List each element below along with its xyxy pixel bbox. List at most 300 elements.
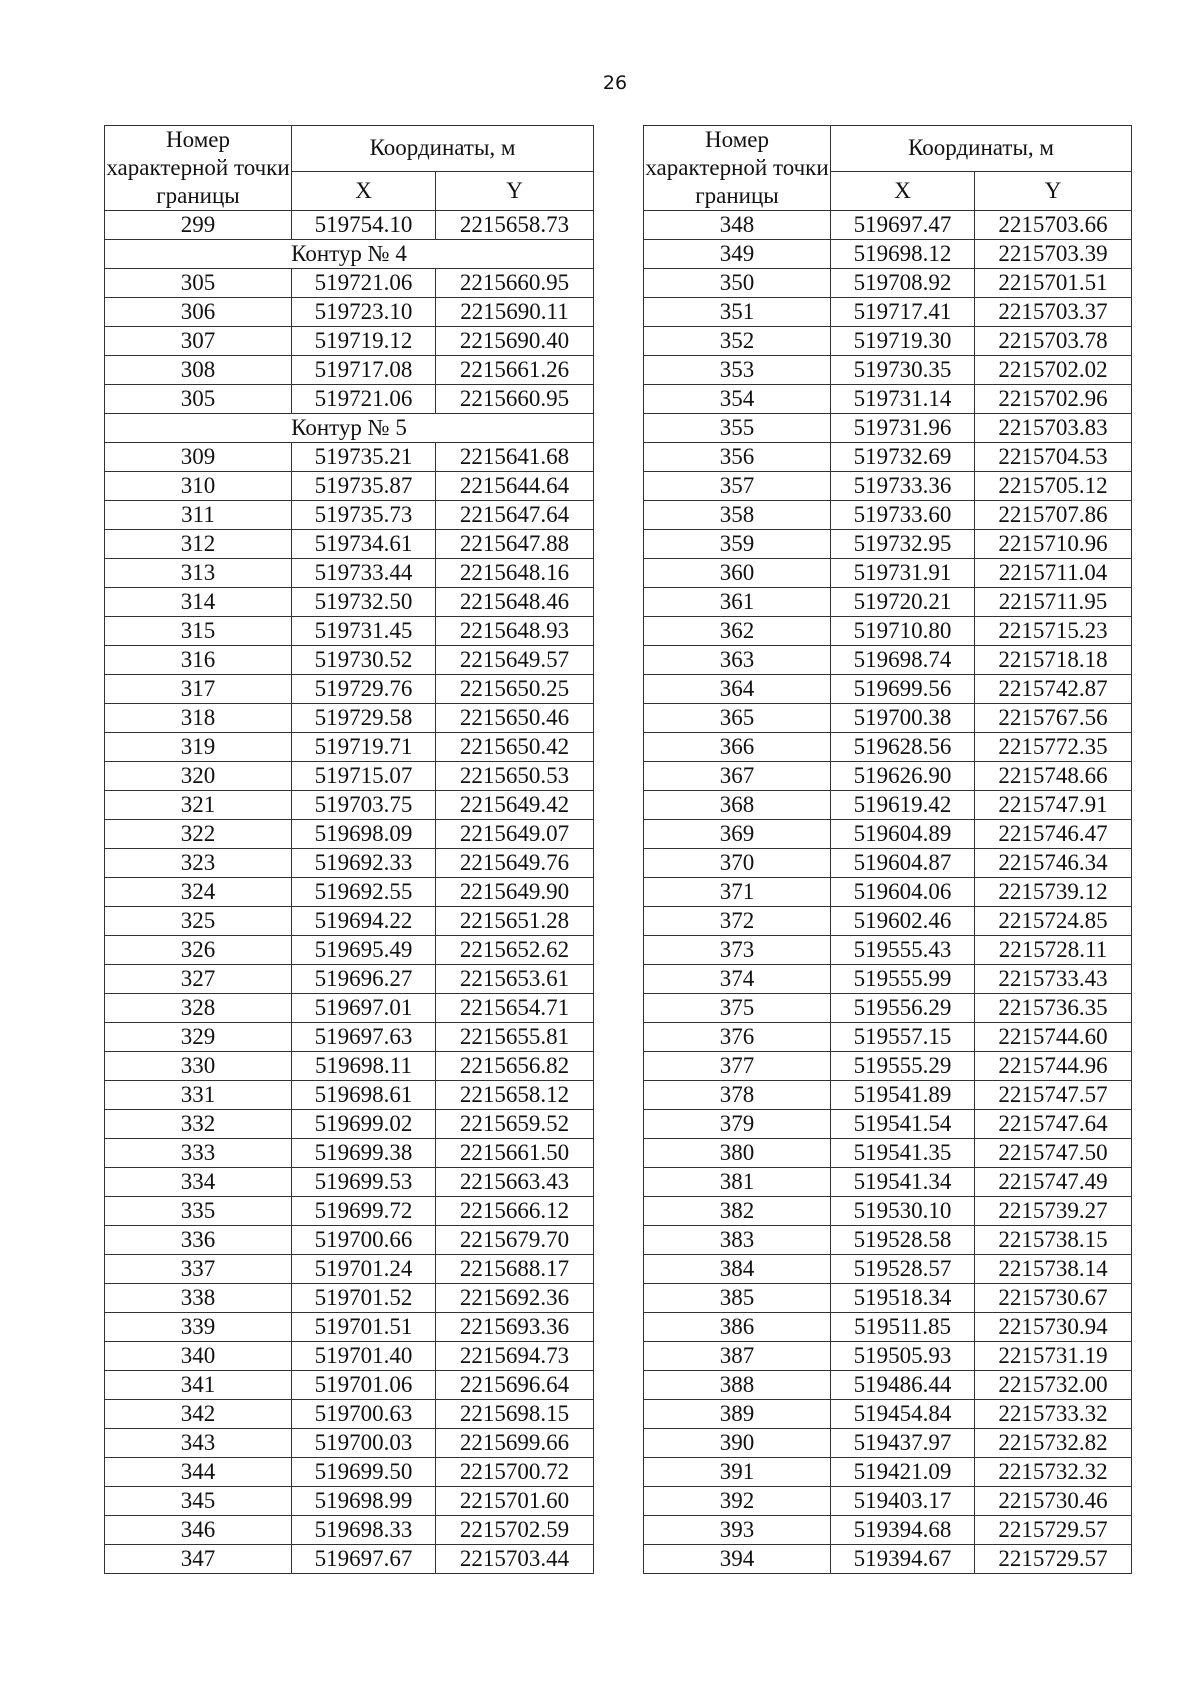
x-coordinate-cell: 519731.14 bbox=[831, 385, 975, 414]
x-coordinate-cell: 519701.06 bbox=[292, 1371, 436, 1400]
x-coordinate-cell: 519541.89 bbox=[831, 1081, 975, 1110]
point-number-cell: 387 bbox=[644, 1342, 831, 1371]
point-number-cell: 335 bbox=[105, 1197, 292, 1226]
point-number-cell: 359 bbox=[644, 530, 831, 559]
x-coordinate-cell: 519698.61 bbox=[292, 1081, 436, 1110]
point-number-cell: 319 bbox=[105, 733, 292, 762]
x-coordinate-cell: 519732.50 bbox=[292, 588, 436, 617]
x-coordinate-cell: 519730.35 bbox=[831, 356, 975, 385]
point-number-cell: 339 bbox=[105, 1313, 292, 1342]
point-number-cell: 375 bbox=[644, 994, 831, 1023]
x-coordinate-cell: 519699.72 bbox=[292, 1197, 436, 1226]
table-row bbox=[105, 1168, 594, 1197]
x-coordinate-cell: 519720.21 bbox=[831, 588, 975, 617]
table-row bbox=[105, 646, 594, 675]
table-row bbox=[644, 1487, 1132, 1516]
x-coordinate-cell: 519619.42 bbox=[831, 791, 975, 820]
x-coordinate-cell: 519541.34 bbox=[831, 1168, 975, 1197]
x-coordinate-cell: 519394.68 bbox=[831, 1516, 975, 1545]
point-number-cell: 329 bbox=[105, 1023, 292, 1052]
point-number-cell: 358 bbox=[644, 501, 831, 530]
y-coordinate-cell: 2215698.15 bbox=[436, 1400, 594, 1429]
y-coordinate-cell: 2215729.57 bbox=[975, 1516, 1132, 1545]
y-coordinate-cell: 2215702.96 bbox=[975, 385, 1132, 414]
x-coordinate-cell: 519700.38 bbox=[831, 704, 975, 733]
y-coordinate-cell: 2215658.73 bbox=[436, 211, 594, 240]
y-coordinate-cell: 2215742.87 bbox=[975, 675, 1132, 704]
y-coordinate-cell: 2215730.94 bbox=[975, 1313, 1132, 1342]
y-coordinate-cell: 2215747.50 bbox=[975, 1139, 1132, 1168]
x-coordinate-cell: 519719.12 bbox=[292, 327, 436, 356]
y-coordinate-cell: 2215733.43 bbox=[975, 965, 1132, 994]
table-row bbox=[644, 1139, 1132, 1168]
table-row bbox=[644, 211, 1132, 240]
y-coordinate-cell: 2215718.18 bbox=[975, 646, 1132, 675]
point-number-cell: 376 bbox=[644, 1023, 831, 1052]
y-coordinate-cell: 2215652.62 bbox=[436, 936, 594, 965]
x-coordinate-cell: 519701.24 bbox=[292, 1255, 436, 1284]
table-row bbox=[644, 501, 1132, 530]
y-coordinate-cell: 2215748.66 bbox=[975, 762, 1132, 791]
table-row bbox=[105, 1081, 594, 1110]
x-coordinate-cell: 519698.99 bbox=[292, 1487, 436, 1516]
table-row bbox=[105, 1545, 594, 1574]
point-number-cell: 368 bbox=[644, 791, 831, 820]
header-point-number: Номер характерной точки границы bbox=[105, 126, 292, 211]
x-coordinate-cell: 519528.57 bbox=[831, 1255, 975, 1284]
table-row bbox=[644, 1052, 1132, 1081]
point-number-cell: 330 bbox=[105, 1052, 292, 1081]
table-row bbox=[644, 907, 1132, 936]
table-row bbox=[644, 791, 1132, 820]
point-number-cell: 381 bbox=[644, 1168, 831, 1197]
y-coordinate-cell: 2215739.27 bbox=[975, 1197, 1132, 1226]
x-coordinate-cell: 519733.44 bbox=[292, 559, 436, 588]
point-number-cell: 332 bbox=[105, 1110, 292, 1139]
y-coordinate-cell: 2215690.40 bbox=[436, 327, 594, 356]
y-coordinate-cell: 2215703.78 bbox=[975, 327, 1132, 356]
y-coordinate-cell: 2215700.72 bbox=[436, 1458, 594, 1487]
coordinates-table-right bbox=[643, 125, 1132, 1574]
header-x: X bbox=[831, 171, 975, 210]
y-coordinate-cell: 2215644.64 bbox=[436, 472, 594, 501]
y-coordinate-cell: 2215648.16 bbox=[436, 559, 594, 588]
table-row bbox=[105, 936, 594, 965]
x-coordinate-cell: 519555.99 bbox=[831, 965, 975, 994]
table-row bbox=[644, 269, 1132, 298]
x-coordinate-cell: 519701.52 bbox=[292, 1284, 436, 1313]
table-row bbox=[644, 994, 1132, 1023]
x-coordinate-cell: 519719.71 bbox=[292, 733, 436, 762]
y-coordinate-cell: 2215656.82 bbox=[436, 1052, 594, 1081]
table-row bbox=[105, 1400, 594, 1429]
y-coordinate-cell: 2215648.46 bbox=[436, 588, 594, 617]
table-row bbox=[105, 762, 594, 791]
y-coordinate-cell: 2215696.64 bbox=[436, 1371, 594, 1400]
table-row bbox=[105, 298, 594, 327]
x-coordinate-cell: 519699.56 bbox=[831, 675, 975, 704]
y-coordinate-cell: 2215739.12 bbox=[975, 878, 1132, 907]
y-coordinate-cell: 2215703.37 bbox=[975, 298, 1132, 327]
table-row bbox=[644, 414, 1132, 443]
x-coordinate-cell: 519699.38 bbox=[292, 1139, 436, 1168]
table-row bbox=[105, 211, 594, 240]
point-number-cell: 334 bbox=[105, 1168, 292, 1197]
x-coordinate-cell: 519555.43 bbox=[831, 936, 975, 965]
y-coordinate-cell: 2215647.88 bbox=[436, 530, 594, 559]
x-coordinate-cell: 519698.11 bbox=[292, 1052, 436, 1081]
table-row bbox=[644, 298, 1132, 327]
point-number-cell: 307 bbox=[105, 327, 292, 356]
y-coordinate-cell: 2215729.57 bbox=[975, 1545, 1132, 1574]
header-x: X bbox=[292, 171, 436, 210]
y-coordinate-cell: 2215650.53 bbox=[436, 762, 594, 791]
point-number-cell: 321 bbox=[105, 791, 292, 820]
table-row bbox=[644, 472, 1132, 501]
point-number-cell: 369 bbox=[644, 820, 831, 849]
x-coordinate-cell: 519731.91 bbox=[831, 559, 975, 588]
point-number-cell: 305 bbox=[105, 269, 292, 298]
table-row bbox=[644, 1400, 1132, 1429]
y-coordinate-cell: 2215732.32 bbox=[975, 1458, 1132, 1487]
header-point-number: Номер характерной точки границы bbox=[644, 126, 831, 211]
x-coordinate-cell: 519695.49 bbox=[292, 936, 436, 965]
table-body-right bbox=[644, 211, 1132, 1574]
point-number-cell: 371 bbox=[644, 878, 831, 907]
point-number-cell: 357 bbox=[644, 472, 831, 501]
table-row bbox=[105, 1284, 594, 1313]
table-row bbox=[644, 1516, 1132, 1545]
x-coordinate-cell: 519719.30 bbox=[831, 327, 975, 356]
point-number-cell: 318 bbox=[105, 704, 292, 733]
point-number-cell: 348 bbox=[644, 211, 831, 240]
y-coordinate-cell: 2215710.96 bbox=[975, 530, 1132, 559]
x-coordinate-cell: 519735.87 bbox=[292, 472, 436, 501]
table-row bbox=[644, 356, 1132, 385]
table-row bbox=[105, 994, 594, 1023]
x-coordinate-cell: 519733.60 bbox=[831, 501, 975, 530]
y-coordinate-cell: 2215699.66 bbox=[436, 1429, 594, 1458]
table-row bbox=[644, 1429, 1132, 1458]
contour-row bbox=[105, 240, 594, 269]
x-coordinate-cell: 519698.12 bbox=[831, 240, 975, 269]
x-coordinate-cell: 519696.27 bbox=[292, 965, 436, 994]
y-coordinate-cell: 2215650.25 bbox=[436, 675, 594, 704]
point-number-cell: 360 bbox=[644, 559, 831, 588]
x-coordinate-cell: 519454.84 bbox=[831, 1400, 975, 1429]
table-row bbox=[644, 820, 1132, 849]
table-row bbox=[644, 1110, 1132, 1139]
x-coordinate-cell: 519732.69 bbox=[831, 443, 975, 472]
y-coordinate-cell: 2215715.23 bbox=[975, 617, 1132, 646]
y-coordinate-cell: 2215747.49 bbox=[975, 1168, 1132, 1197]
y-coordinate-cell: 2215650.42 bbox=[436, 733, 594, 762]
point-number-cell: 353 bbox=[644, 356, 831, 385]
x-coordinate-cell: 519555.29 bbox=[831, 1052, 975, 1081]
table-row bbox=[644, 1284, 1132, 1313]
x-coordinate-cell: 519731.45 bbox=[292, 617, 436, 646]
y-coordinate-cell: 2215651.28 bbox=[436, 907, 594, 936]
point-number-cell: 374 bbox=[644, 965, 831, 994]
point-number-cell: 389 bbox=[644, 1400, 831, 1429]
point-number-cell: 306 bbox=[105, 298, 292, 327]
point-number-cell: 391 bbox=[644, 1458, 831, 1487]
y-coordinate-cell: 2215701.60 bbox=[436, 1487, 594, 1516]
table-row bbox=[105, 501, 594, 530]
x-coordinate-cell: 519511.85 bbox=[831, 1313, 975, 1342]
x-coordinate-cell: 519703.75 bbox=[292, 791, 436, 820]
table-row bbox=[644, 1197, 1132, 1226]
y-coordinate-cell: 2215703.39 bbox=[975, 240, 1132, 269]
point-number-cell: 382 bbox=[644, 1197, 831, 1226]
table-row bbox=[644, 530, 1132, 559]
y-coordinate-cell: 2215702.02 bbox=[975, 356, 1132, 385]
x-coordinate-cell: 519715.07 bbox=[292, 762, 436, 791]
y-coordinate-cell: 2215744.96 bbox=[975, 1052, 1132, 1081]
y-coordinate-cell: 2215694.73 bbox=[436, 1342, 594, 1371]
table-row bbox=[644, 1023, 1132, 1052]
table-row bbox=[105, 1110, 594, 1139]
point-number-cell: 354 bbox=[644, 385, 831, 414]
point-number-cell: 394 bbox=[644, 1545, 831, 1574]
x-coordinate-cell: 519486.44 bbox=[831, 1371, 975, 1400]
y-coordinate-cell: 2215690.11 bbox=[436, 298, 594, 327]
table-row bbox=[644, 936, 1132, 965]
point-number-cell: 299 bbox=[105, 211, 292, 240]
x-coordinate-cell: 519701.40 bbox=[292, 1342, 436, 1371]
x-coordinate-cell: 519698.74 bbox=[831, 646, 975, 675]
table-row bbox=[644, 1255, 1132, 1284]
point-number-cell: 370 bbox=[644, 849, 831, 878]
x-coordinate-cell: 519699.53 bbox=[292, 1168, 436, 1197]
x-coordinate-cell: 519731.96 bbox=[831, 414, 975, 443]
x-coordinate-cell: 519700.66 bbox=[292, 1226, 436, 1255]
y-coordinate-cell: 2215704.53 bbox=[975, 443, 1132, 472]
x-coordinate-cell: 519708.92 bbox=[831, 269, 975, 298]
y-coordinate-cell: 2215747.91 bbox=[975, 791, 1132, 820]
point-number-cell: 310 bbox=[105, 472, 292, 501]
x-coordinate-cell: 519729.58 bbox=[292, 704, 436, 733]
x-coordinate-cell: 519721.06 bbox=[292, 269, 436, 298]
y-coordinate-cell: 2215649.42 bbox=[436, 791, 594, 820]
point-number-cell: 365 bbox=[644, 704, 831, 733]
point-number-cell: 338 bbox=[105, 1284, 292, 1313]
point-number-cell: 309 bbox=[105, 443, 292, 472]
point-number-cell: 328 bbox=[105, 994, 292, 1023]
y-coordinate-cell: 2215654.71 bbox=[436, 994, 594, 1023]
table-row bbox=[644, 849, 1132, 878]
y-coordinate-cell: 2215661.50 bbox=[436, 1139, 594, 1168]
x-coordinate-cell: 519541.54 bbox=[831, 1110, 975, 1139]
y-coordinate-cell: 2215693.36 bbox=[436, 1313, 594, 1342]
y-coordinate-cell: 2215648.93 bbox=[436, 617, 594, 646]
x-coordinate-cell: 519626.90 bbox=[831, 762, 975, 791]
point-number-cell: 379 bbox=[644, 1110, 831, 1139]
x-coordinate-cell: 519694.22 bbox=[292, 907, 436, 936]
point-number-cell: 311 bbox=[105, 501, 292, 530]
table-row bbox=[105, 356, 594, 385]
x-coordinate-cell: 519698.09 bbox=[292, 820, 436, 849]
table-row bbox=[105, 965, 594, 994]
point-number-cell: 315 bbox=[105, 617, 292, 646]
table-row bbox=[644, 1342, 1132, 1371]
point-number-cell: 366 bbox=[644, 733, 831, 762]
x-coordinate-cell: 519604.87 bbox=[831, 849, 975, 878]
table-row bbox=[644, 327, 1132, 356]
x-coordinate-cell: 519541.35 bbox=[831, 1139, 975, 1168]
x-coordinate-cell: 519697.01 bbox=[292, 994, 436, 1023]
y-coordinate-cell: 2215747.64 bbox=[975, 1110, 1132, 1139]
x-coordinate-cell: 519732.95 bbox=[831, 530, 975, 559]
x-coordinate-cell: 519437.97 bbox=[831, 1429, 975, 1458]
y-coordinate-cell: 2215767.56 bbox=[975, 704, 1132, 733]
table-row bbox=[105, 588, 594, 617]
point-number-cell: 363 bbox=[644, 646, 831, 675]
table-row bbox=[644, 559, 1132, 588]
y-coordinate-cell: 2215649.76 bbox=[436, 849, 594, 878]
point-number-cell: 355 bbox=[644, 414, 831, 443]
x-coordinate-cell: 519604.06 bbox=[831, 878, 975, 907]
x-coordinate-cell: 519421.09 bbox=[831, 1458, 975, 1487]
table-row bbox=[644, 385, 1132, 414]
table-row bbox=[105, 559, 594, 588]
table-row bbox=[105, 675, 594, 704]
y-coordinate-cell: 2215649.07 bbox=[436, 820, 594, 849]
table-row bbox=[644, 617, 1132, 646]
table-row bbox=[105, 1023, 594, 1052]
table-row bbox=[105, 1487, 594, 1516]
table-row bbox=[644, 646, 1132, 675]
header-y: Y bbox=[436, 171, 594, 210]
table-body-left bbox=[105, 211, 594, 1574]
table-row bbox=[105, 1052, 594, 1081]
table-row bbox=[644, 588, 1132, 617]
y-coordinate-cell: 2215703.66 bbox=[975, 211, 1132, 240]
x-coordinate-cell: 519723.10 bbox=[292, 298, 436, 327]
point-number-cell: 340 bbox=[105, 1342, 292, 1371]
table-row bbox=[644, 443, 1132, 472]
x-coordinate-cell: 519556.29 bbox=[831, 994, 975, 1023]
point-number-cell: 377 bbox=[644, 1052, 831, 1081]
point-number-cell: 388 bbox=[644, 1371, 831, 1400]
y-coordinate-cell: 2215711.04 bbox=[975, 559, 1132, 588]
point-number-cell: 314 bbox=[105, 588, 292, 617]
table-row bbox=[105, 443, 594, 472]
coordinates-table-left bbox=[104, 125, 594, 1574]
y-coordinate-cell: 2215641.68 bbox=[436, 443, 594, 472]
table-row bbox=[644, 965, 1132, 994]
table-row bbox=[105, 820, 594, 849]
table-row bbox=[644, 1458, 1132, 1487]
y-coordinate-cell: 2215659.52 bbox=[436, 1110, 594, 1139]
point-number-cell: 392 bbox=[644, 1487, 831, 1516]
table-row bbox=[644, 1545, 1132, 1574]
point-number-cell: 385 bbox=[644, 1284, 831, 1313]
y-coordinate-cell: 2215705.12 bbox=[975, 472, 1132, 501]
point-number-cell: 325 bbox=[105, 907, 292, 936]
point-number-cell: 308 bbox=[105, 356, 292, 385]
point-number-cell: 331 bbox=[105, 1081, 292, 1110]
x-coordinate-cell: 519394.67 bbox=[831, 1545, 975, 1574]
point-number-cell: 384 bbox=[644, 1255, 831, 1284]
table-row bbox=[105, 1458, 594, 1487]
point-number-cell: 326 bbox=[105, 936, 292, 965]
y-coordinate-cell: 2215666.12 bbox=[436, 1197, 594, 1226]
y-coordinate-cell: 2215732.00 bbox=[975, 1371, 1132, 1400]
table-row bbox=[105, 1516, 594, 1545]
x-coordinate-cell: 519701.51 bbox=[292, 1313, 436, 1342]
y-coordinate-cell: 2215747.57 bbox=[975, 1081, 1132, 1110]
point-number-cell: 380 bbox=[644, 1139, 831, 1168]
point-number-cell: 313 bbox=[105, 559, 292, 588]
table-row bbox=[105, 472, 594, 501]
x-coordinate-cell: 519735.21 bbox=[292, 443, 436, 472]
point-number-cell: 356 bbox=[644, 443, 831, 472]
y-coordinate-cell: 2215655.81 bbox=[436, 1023, 594, 1052]
x-coordinate-cell: 519699.50 bbox=[292, 1458, 436, 1487]
y-coordinate-cell: 2215736.35 bbox=[975, 994, 1132, 1023]
table-row bbox=[105, 878, 594, 907]
x-coordinate-cell: 519518.34 bbox=[831, 1284, 975, 1313]
table-row bbox=[105, 385, 594, 414]
y-coordinate-cell: 2215772.35 bbox=[975, 733, 1132, 762]
y-coordinate-cell: 2215730.67 bbox=[975, 1284, 1132, 1313]
table-row bbox=[105, 1139, 594, 1168]
table-row bbox=[644, 1226, 1132, 1255]
point-number-cell: 349 bbox=[644, 240, 831, 269]
point-number-cell: 372 bbox=[644, 907, 831, 936]
point-number-cell: 305 bbox=[105, 385, 292, 414]
x-coordinate-cell: 519697.63 bbox=[292, 1023, 436, 1052]
y-coordinate-cell: 2215738.15 bbox=[975, 1226, 1132, 1255]
table-row bbox=[644, 1081, 1132, 1110]
x-coordinate-cell: 519729.76 bbox=[292, 675, 436, 704]
y-coordinate-cell: 2215731.19 bbox=[975, 1342, 1132, 1371]
point-number-cell: 361 bbox=[644, 588, 831, 617]
x-coordinate-cell: 519700.03 bbox=[292, 1429, 436, 1458]
point-number-cell: 312 bbox=[105, 530, 292, 559]
point-number-cell: 343 bbox=[105, 1429, 292, 1458]
point-number-cell: 341 bbox=[105, 1371, 292, 1400]
y-coordinate-cell: 2215724.85 bbox=[975, 907, 1132, 936]
y-coordinate-cell: 2215647.64 bbox=[436, 501, 594, 530]
point-number-cell: 324 bbox=[105, 878, 292, 907]
y-coordinate-cell: 2215650.46 bbox=[436, 704, 594, 733]
point-number-cell: 386 bbox=[644, 1313, 831, 1342]
y-coordinate-cell: 2215732.82 bbox=[975, 1429, 1132, 1458]
table-row bbox=[105, 704, 594, 733]
y-coordinate-cell: 2215744.60 bbox=[975, 1023, 1132, 1052]
point-number-cell: 337 bbox=[105, 1255, 292, 1284]
table-row bbox=[105, 617, 594, 646]
point-number-cell: 352 bbox=[644, 327, 831, 356]
point-number-cell: 342 bbox=[105, 1400, 292, 1429]
header-coordinates: Координаты, м bbox=[831, 126, 1132, 172]
contour-label: Контур № 4 bbox=[105, 240, 594, 269]
point-number-cell: 347 bbox=[105, 1545, 292, 1574]
point-number-cell: 333 bbox=[105, 1139, 292, 1168]
contour-row bbox=[105, 414, 594, 443]
y-coordinate-cell: 2215738.14 bbox=[975, 1255, 1132, 1284]
header-coordinates: Координаты, м bbox=[292, 126, 594, 172]
table-row bbox=[105, 1371, 594, 1400]
table-row bbox=[644, 1168, 1132, 1197]
point-number-cell: 378 bbox=[644, 1081, 831, 1110]
point-number-cell: 346 bbox=[105, 1516, 292, 1545]
table-row bbox=[105, 1255, 594, 1284]
x-coordinate-cell: 519734.61 bbox=[292, 530, 436, 559]
table-row bbox=[105, 907, 594, 936]
